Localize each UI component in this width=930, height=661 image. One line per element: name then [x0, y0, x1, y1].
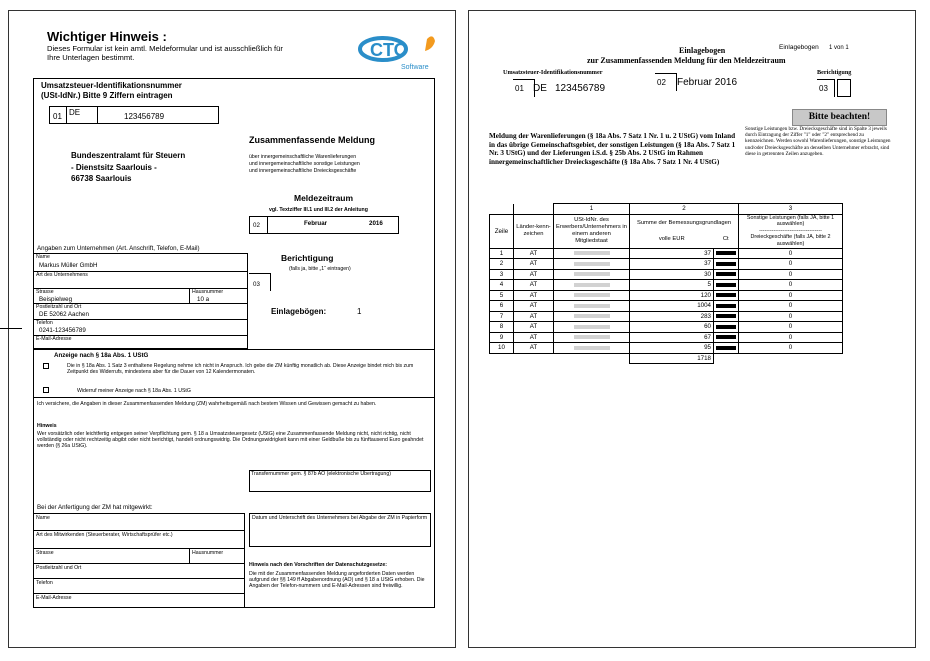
row-country[interactable]: AT [514, 322, 554, 333]
period-title: Meldezeitraum [294, 193, 354, 203]
field-02: 02 [253, 222, 260, 229]
col-3-label: 3 [739, 204, 843, 215]
row-eur[interactable]: 30 [630, 269, 714, 280]
sheet-label: Einlagebogen [779, 44, 819, 51]
table-row [490, 290, 843, 301]
notice18-text: Die in § 18a Abs. 1 Satz 3 enthaltene Regelung nehme ich nicht in Anspruch. Ich gebe die ZM künftig monatlich ab. Diese Anzeige bindet mich bis zum Zeitpunkt des Widerrufs, mindestens aber für die Dauer von 12 Kalendermonaten. [67, 363, 414, 376]
row-number: 6 [490, 301, 514, 312]
row-ct-redacted[interactable] [714, 332, 739, 343]
table-row [490, 332, 843, 343]
preparer-caption: Bei der Anfertigung der ZM hat mitgewirkt: [37, 504, 153, 511]
street-value[interactable]: Beispielweg [39, 296, 73, 303]
row-eur[interactable]: 37 [630, 248, 714, 259]
street-label: Strasse [36, 289, 54, 295]
house-label: Hausnummer [192, 289, 224, 295]
notice-line-1: Dieses Formular ist kein amtl. Meldeformular und ist ausschließlich für [47, 44, 283, 53]
row-country[interactable]: AT [514, 332, 554, 343]
row-type[interactable]: 0 [739, 322, 843, 333]
ust-number: 123456789 [124, 112, 165, 121]
side-note: Sonstige Leistungen bzw. Dreiecksgeschäfte sind in Spalte 3 jeweils durch Eintragung der Ziffer "1" oder "2" entsprechend zu kennzeichnen. Werden sowohl Warenlieferungen, sonstige Leistungen und/oder Dreiecksgeschäfte an denselben Unternehmer erbracht, sind diese in getrennten Zeilen anzugeben. [745, 126, 891, 157]
sheets-value: 1 [357, 307, 362, 316]
prep-email-label: E-Mail-Adresse [36, 595, 72, 601]
row-eur[interactable]: 283 [630, 311, 714, 322]
eb-ust-number: 123456789 [555, 83, 606, 94]
correction-sub: (falls ja, bitte „1“ eintragen) [289, 266, 351, 272]
prep-postal-label: Postleitzahl und Ort [36, 565, 82, 571]
row-number: 2 [490, 259, 514, 270]
row-ct-redacted[interactable] [714, 259, 739, 270]
row-ct-redacted[interactable] [714, 311, 739, 322]
company-caption: Angaben zum Unternehmen (Art. Anschrift, Telefon, E-Mail) [37, 245, 200, 252]
total-row [490, 353, 843, 364]
attention-button[interactable]: Bitte beachten! [792, 109, 887, 126]
notice-heading: Wichtiger Hinweis : [47, 29, 167, 44]
row-number: 8 [490, 322, 514, 333]
row-country[interactable]: AT [514, 259, 554, 270]
transactions-table [489, 203, 843, 364]
col-2-label: 2 [630, 204, 739, 215]
revoke-text: Widerruf meiner Anzeige nach § 18a Abs. 1 UStG [77, 388, 191, 394]
row-number: 9 [490, 332, 514, 343]
period-month: Februar [304, 220, 328, 227]
row-type[interactable]: 0 [739, 311, 843, 322]
eb-country: DE [533, 83, 547, 94]
assurance-text: Ich versichere, die Angaben in dieser Zusammenfassenden Meldung (ZM) wahrheitsgemäß nach bestem Wissen und Gewissen gemacht zu haben. [37, 401, 377, 407]
svg-text:Software: Software [401, 64, 429, 71]
ust-title-2: (USt-IdNr.) Bitte 9 Ziffern eintragen [41, 91, 173, 100]
table-row [490, 269, 843, 280]
eb-title-1: Einlagebogen [679, 46, 726, 55]
row-type[interactable]: 0 [739, 343, 843, 354]
postal-value[interactable]: DE 52062 Aachen [39, 311, 89, 318]
recipient-2: - Dienstsitz Saarlouis - [71, 163, 157, 172]
phone-label: Telefon [36, 320, 53, 326]
margin-tick [0, 328, 22, 329]
table-row [490, 301, 843, 312]
row-ct-redacted[interactable] [714, 290, 739, 301]
eb-ust-label: Umsatzsteuer-Identifikationsnummer [503, 69, 603, 76]
table-row [490, 311, 843, 322]
header-other: Sonstige Leistungen (falls JA, bitte 1 auswählen) ----------------------------------- Dreieckgeschäfte (falls JA, bitte 2 auswählen) [739, 214, 843, 248]
email-label: E-Mail-Adresse [36, 336, 72, 342]
country-code: DE [69, 108, 81, 117]
row-number: 3 [490, 269, 514, 280]
col-1-label: 1 [554, 204, 630, 215]
svg-text:CTO: CTO [370, 40, 408, 60]
row-ct-redacted[interactable] [714, 248, 739, 259]
transmission-label: Transfernummer gem. § 87b AO (elektronische Übertragung) [251, 471, 391, 477]
row-ustid-redacted[interactable] [554, 343, 630, 354]
row-eur[interactable]: 67 [630, 332, 714, 343]
eb-correction-label: Berichtigung [817, 69, 852, 76]
header-eur: volle EUR [630, 231, 714, 248]
row-ustid-redacted[interactable] [554, 332, 630, 343]
row-number: 7 [490, 311, 514, 322]
recipient-1: Bundeszentralamt für Steuern [71, 151, 186, 160]
row-country[interactable]: AT [514, 248, 554, 259]
row-ustid-redacted[interactable] [554, 259, 630, 270]
privacy-title: Hinweis nach den Vorschriften der Datenschutzgesetze: [249, 562, 387, 568]
header-ustid: USt-IdNr. des Erwerbers/Unternehmers in einem anderen Mitgliedstaat [554, 214, 630, 248]
eb-period: Februar 2016 [677, 77, 738, 88]
row-ustid-redacted[interactable] [554, 290, 630, 301]
table-row [490, 280, 843, 291]
header-sum: Summe der Bemessungsgrundlagen [630, 214, 739, 231]
field-03: 03 [253, 281, 260, 288]
row-eur[interactable]: 1004 [630, 301, 714, 312]
eb-correction-field[interactable] [837, 79, 851, 97]
zm-sub-1: über innergemeinschaftliche Warenlieferungen [249, 154, 357, 160]
cto-logo [357, 35, 439, 75]
eb-field-02: 02 [657, 78, 666, 87]
header-row-number: Zeile [490, 214, 514, 248]
row-ustid-redacted[interactable] [554, 269, 630, 280]
zm-title: Zusammenfassende Meldung [249, 135, 376, 145]
row-number: 4 [490, 280, 514, 291]
prep-name-label: Name [36, 515, 50, 521]
row-type[interactable]: 0 [739, 248, 843, 259]
notice18-checkbox[interactable] [43, 363, 49, 369]
row-eur[interactable]: 120 [630, 290, 714, 301]
table-row [490, 248, 843, 259]
table-row [490, 343, 843, 354]
signature-label: Datum und Unterschrift des Unternehmers bei Abgabe der ZM in Papierform [252, 515, 428, 521]
prep-street-label: Strasse [36, 550, 54, 556]
hint-text: Wer vorsätzlich oder leichtfertig entgegen seiner Verpflichtung gem. § 18 a Umsatzsteuergesetz (UStG) eine Zusammenfassende Meldung nicht, nicht richtig, nicht vollständig oder nicht rechtzeitig abgibt oder nicht berichtigt, handelt ordnungswidrig. Die Ordnungswidrigkeit kann mit einer Geldbuße bis zu fünftausend Euro geahndet werden (§ 26a UStG). [37, 431, 424, 450]
row-eur[interactable]: 37 [630, 259, 714, 270]
einlagebogen-page [468, 10, 916, 648]
row-type[interactable]: 0 [739, 301, 843, 312]
notice18-title: Anzeige nach § 18a Abs. 1 UStG [54, 352, 149, 359]
hint-title: Hinweis [37, 423, 57, 429]
row-number: 10 [490, 343, 514, 354]
ust-title-1: Umsatzsteuer-Identifikationsnummer [41, 81, 182, 90]
row-country[interactable]: AT [514, 343, 554, 354]
name-value[interactable]: Markus Müller GmbH [39, 262, 98, 269]
row-ustid-redacted[interactable] [554, 311, 630, 322]
correction-title: Berichtigung [281, 253, 334, 263]
period-year: 2016 [369, 220, 383, 227]
row-type[interactable]: 0 [739, 280, 843, 291]
header-country: Länder-kenn-zeichen [514, 214, 554, 248]
type-label: Art des Unternehmens [36, 272, 88, 278]
row-ustid-redacted[interactable] [554, 248, 630, 259]
row-ct-redacted[interactable] [714, 343, 739, 354]
row-type[interactable]: 0 [739, 269, 843, 280]
row-ustid-redacted[interactable] [554, 280, 630, 291]
row-eur[interactable]: 60 [630, 322, 714, 333]
row-ustid-redacted[interactable] [554, 322, 630, 333]
privacy-text: Die mit der Zusammenfassenden Meldung angeforderten Daten werden aufgrund der §§ 149 ff Abgabenordnung (AO) und § 18 a UStG erhoben. Die Angaben der Telefon-nummern und E-Mail-Adressen sind freiwillig. [249, 571, 425, 590]
row-country[interactable]: AT [514, 269, 554, 280]
row-country[interactable]: AT [514, 301, 554, 312]
recipient-3: 66738 Saarlouis [71, 174, 132, 183]
row-number: 1 [490, 248, 514, 259]
table-row [490, 259, 843, 270]
row-ustid-redacted[interactable] [554, 301, 630, 312]
header-ct: Ct [714, 231, 739, 248]
sheets-label: Einlagebögen: [271, 307, 327, 316]
revoke-checkbox[interactable] [43, 387, 49, 393]
notice-line-2: Ihre Unterlagen bestimmt. [47, 53, 135, 62]
zm-form-page [8, 10, 456, 648]
row-type[interactable]: 0 [739, 332, 843, 343]
period-sub: vgl. Textziffer III.1 und III.2 der Anleitung [269, 207, 368, 213]
eb-field-03: 03 [819, 84, 828, 93]
row-eur[interactable]: 5 [630, 280, 714, 291]
field-01: 01 [53, 112, 62, 121]
row-ct-redacted[interactable] [714, 301, 739, 312]
row-ct-redacted[interactable] [714, 269, 739, 280]
eb-title-2: zur Zusammenfassenden Meldung für den Meldezeitraum [587, 56, 786, 65]
row-country[interactable]: AT [514, 280, 554, 291]
eb-field-01: 01 [515, 84, 524, 93]
table-row [490, 322, 843, 333]
row-country[interactable]: AT [514, 290, 554, 301]
zm-sub-3: und innergemeinschaftliche Dreiecksgeschäfte [249, 168, 357, 174]
row-number: 5 [490, 290, 514, 301]
postal-label: Postleitzahl und Ort [36, 304, 82, 310]
house-value[interactable]: 10 a [197, 296, 210, 303]
zm-sub-2: und innergemeinschaftliche sonstige Leistungen [249, 161, 360, 167]
total-eur: 1718 [630, 353, 714, 364]
row-ct-redacted[interactable] [714, 322, 739, 333]
row-type[interactable]: 0 [739, 290, 843, 301]
sheet-value: 1 von 1 [829, 45, 849, 51]
row-country[interactable]: AT [514, 311, 554, 322]
row-ct-redacted[interactable] [714, 280, 739, 291]
row-eur[interactable]: 95 [630, 343, 714, 354]
name-label: Name [36, 254, 50, 260]
prep-house-label: Hausnummer [192, 550, 224, 556]
phone-value[interactable]: 0241-123456789 [39, 327, 86, 334]
report-title: Meldung der Warenlieferungen (§ 18a Abs. 7 Satz 1 Nr. 1 u. 2 UStG) vom Inland in das übrige Gemeinschaftsgebiet, der sonstigen Leistungen (§ 18a Abs. 7 Satz 1 Nr. 3 UStG) und der Lieferungen i.S.d. § 25b Abs. 2 UStG im Rahmen innergemeinschaftlicher Dreiecksgeschäfte (§ 18a Abs. 7 Satz 1 Nr. 4 UStG) [489, 132, 736, 166]
row-type[interactable]: 0 [739, 259, 843, 270]
prep-phone-label: Telefon [36, 580, 53, 586]
prep-type-label: Art des Mitwirkenden (Steuerberater, Wirtschaftsprüfer etc.) [36, 532, 173, 538]
